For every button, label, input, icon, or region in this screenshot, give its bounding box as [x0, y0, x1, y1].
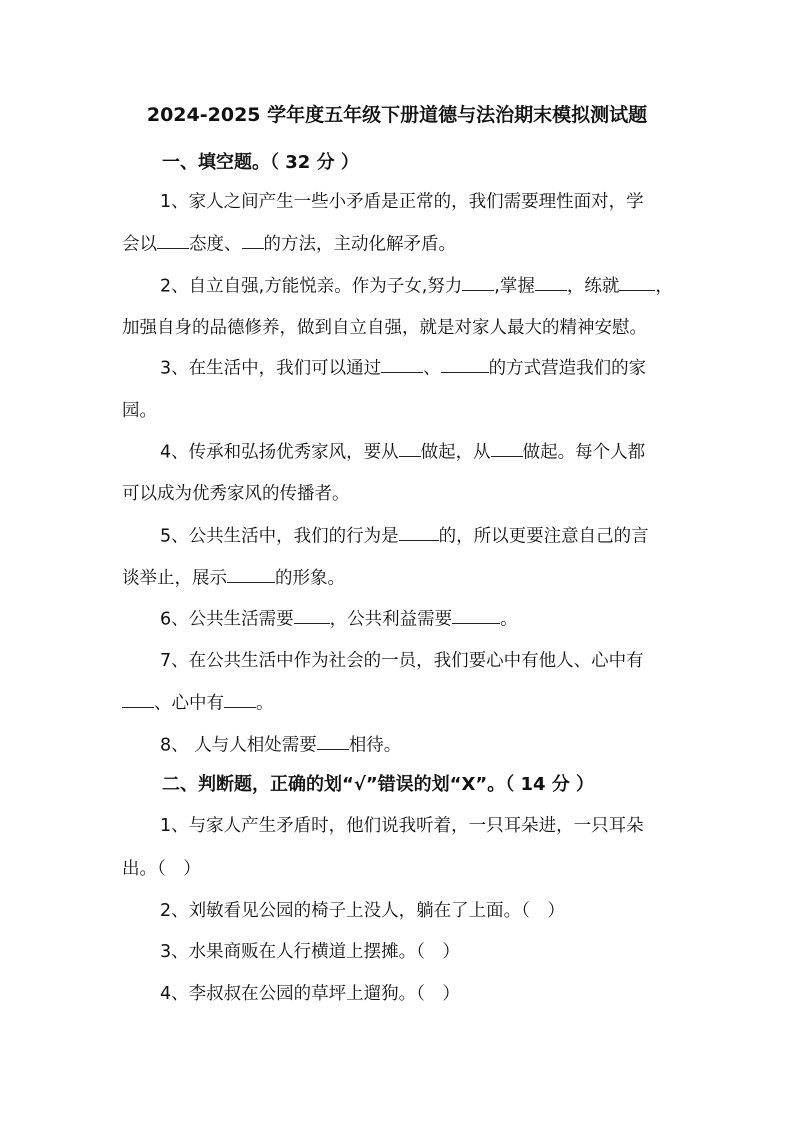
answer-blank[interactable] — [619, 272, 655, 291]
question-7-line-1: 7、在公共生活中作为社会的一员，我们要心中有他人、心中有 — [160, 651, 644, 671]
question-1-line-1: 1、家人之间产生一些小矛盾是正常的，我们需要理性面对，学 — [160, 192, 644, 212]
question-6-line-1: 6、公共生活需要 ，公共利益需要 。 — [160, 605, 518, 630]
answer-blank[interactable] — [399, 522, 439, 541]
section-heading-true-false: 二、判断题，正确的划“√”错误的划“X”。（ 14 分 ） — [162, 774, 595, 795]
question-1-line-2: 会以 态度、 的方法，主动化解矛盾。 — [122, 230, 456, 255]
answer-blank[interactable] — [491, 438, 523, 457]
answer-blank[interactable] — [317, 731, 349, 750]
answer-blank[interactable] — [381, 354, 423, 373]
answer-blank[interactable] — [157, 230, 189, 249]
question-7-line-2: 、心中有 。 — [122, 689, 274, 714]
section-heading-fill-in: 一、填空题。（ 32 分 ） — [162, 152, 359, 173]
judge-question-1-line-1: 1、与家人产生矛盾时，他们说我听着，一只耳朵进，一只耳朵 — [160, 816, 644, 836]
judge-question-4: 4、李叔叔在公园的草坪上遛狗。（ ） — [160, 984, 460, 1004]
question-8-line-1: 8、 人与人相处需要 相待。 — [160, 731, 401, 756]
question-3-line-1: 3、在生活中，我们可以通过 、 的方式营造我们的家 — [160, 354, 646, 379]
answer-blank[interactable] — [227, 564, 275, 583]
question-3-line-2: 园。 — [122, 401, 157, 421]
judge-question-3: 3、水果商贩在人行横道上摆摊。（ ） — [160, 942, 460, 962]
answer-blank[interactable] — [462, 272, 494, 291]
question-4-line-2: 可以成为优秀家风的传播者。 — [122, 484, 350, 504]
question-2-line-1: 2、自立自强,方能悦亲。作为子女,努力 ,掌握 ，练就 ， — [160, 272, 673, 297]
answer-blank[interactable] — [242, 230, 264, 249]
question-2-line-2: 加强自身的品德修养，做到自立自强，就是对家人最大的精神安慰。 — [122, 318, 647, 338]
answer-blank[interactable] — [294, 605, 330, 624]
answer-blank[interactable] — [441, 354, 489, 373]
page-title: 2024-2025 学年度五年级下册道德与法治期末模拟测试题 — [146, 104, 648, 126]
answer-blank[interactable] — [224, 689, 256, 708]
judge-question-1-line-2: 出。（ ） — [122, 859, 201, 879]
question-5-line-2: 谈举止，展示 的形象。 — [122, 564, 345, 589]
judge-question-2: 2、刘敏看见公园的椅子上没人，躺在了上面。（ ） — [160, 901, 565, 921]
answer-blank[interactable] — [535, 272, 567, 291]
answer-blank[interactable] — [399, 438, 421, 457]
question-5-line-1: 5、公共生活中，我们的行为是 的，所以更要注意自己的言 — [160, 522, 649, 547]
answer-blank[interactable] — [122, 689, 154, 708]
answer-blank[interactable] — [452, 605, 500, 624]
question-4-line-1: 4、传承和弘扬优秀家风，要从 做起，从 做起。每个人都 — [160, 438, 645, 463]
